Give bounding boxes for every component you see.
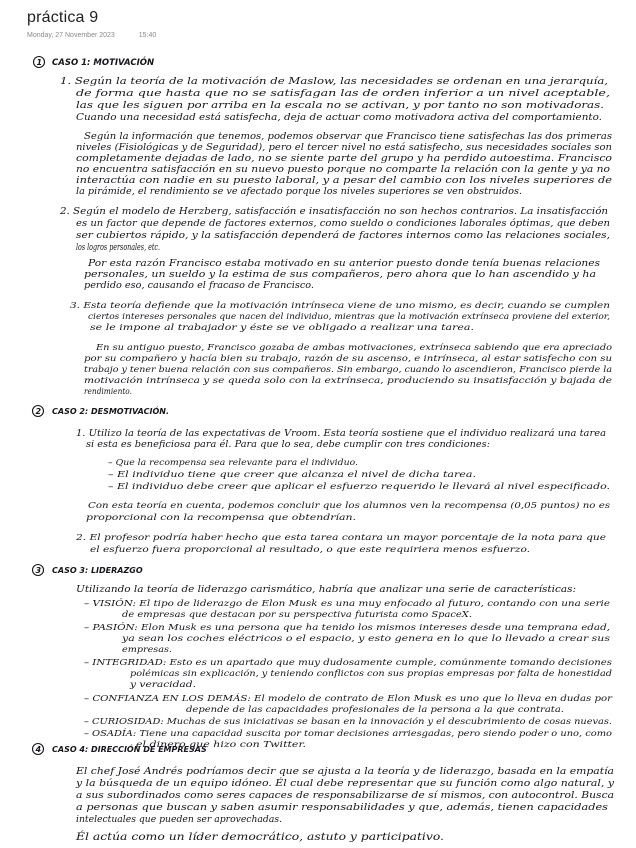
case-1 bbox=[34, 56, 613, 396]
case-3-line: y veracidad. bbox=[128, 679, 196, 689]
case-1-line: Según la información que tenemos, podemos observar que Francisco tiene satisfechas las dos primeras bbox=[84, 132, 558, 142]
case-1-line: En su antiguo puesto, Francisco gozaba de ambas motivaciones, extrínseca sabiendo que era apreciado bbox=[94, 342, 613, 352]
case-3-line: empresas. bbox=[122, 645, 172, 655]
case-2-line: 2. El profesor podría haber hecho que esta tarea contara un mayor porcentaje de la nota para que bbox=[76, 533, 506, 543]
note-time: 15:40 bbox=[138, 32, 157, 39]
case-2-line: – El individuo tiene que creer que alcanza el nivel de dicha tarea. bbox=[108, 470, 476, 480]
case-3-line: Utilizando la teoría de liderazgo carismático, habría que analizar una serie de características: bbox=[76, 585, 497, 595]
case-1-line: se le impone al trabajador y éste se ve obligado a realizar una tarea. bbox=[90, 323, 390, 333]
case-3-line: depende de las capacidades profesionales de la persona a la que contrata. bbox=[186, 704, 564, 714]
case-1-line: de forma que hasta que no se satisfagan las de orden inferior a un nivel aceptable, bbox=[76, 88, 610, 99]
case-1-line: Cuando una necesidad está satisfecha, deja de actuar como motivadora activa del comportamiento. bbox=[76, 112, 602, 123]
case-1-line: por su compañero y hacía bien su trabajo, razón de su ascenso, e intrínseca, al estar satisfecho con su bbox=[84, 353, 612, 363]
case-1-line: personales, un sueldo y la estima de sus compañeros, pero ahora que lo han ascendido y ha bbox=[84, 269, 596, 280]
case-1-line: 3. Esta teoría defiende que la motivación intrínseca viene de uno mismo, es decir, cuando se cumplen bbox=[70, 301, 514, 311]
case-4-line: a sus subordinados como seres capaces de responsabilizarse de sí mismos, con autocontrol. Busca bbox=[76, 791, 517, 801]
case-1-line: es un factor que depende de factores externos, como sueldo o condiciones laborales óptimas, que deben bbox=[76, 218, 610, 229]
case-3-line: – CURIOSIDAD: Muchas de sus iniciativas se basan en la innovación y el descubrimiento de cosas nuevas. bbox=[84, 716, 612, 726]
case-2-line: Con esta teoría en cuenta, podemos concluir que los alumnos ven la recompensa (0,05 puntos) no es bbox=[88, 501, 528, 511]
case-1-line: rendimiento. bbox=[84, 386, 132, 396]
case-3-line: – CONFIANZA EN LOS DEMÁS: El modelo de contrato de Elon Musk es uno que lo lleva en dudas por bbox=[84, 693, 519, 703]
case-2-line: – Que la recompensa sea relevante para el individuo. bbox=[108, 458, 358, 468]
case-3-number: 3 bbox=[35, 566, 42, 575]
case-4-heading: CASO 4: DIRECCIÓN DE EMPRESAS bbox=[52, 745, 207, 754]
case-1-line: los logros personales, etc. bbox=[76, 242, 161, 253]
case-1-heading: CASO 1: MOTIVACIÓN bbox=[52, 58, 155, 68]
case-1-line: la pirámide, el rendimiento se ve afectado porque los niveles superiores se ven obstruidos. bbox=[76, 187, 492, 197]
case-2-number: 2 bbox=[35, 407, 42, 416]
case-1-line: las que les siguen por arriba en la escala no se activan, y por tanto no son motivadoras. bbox=[76, 100, 604, 111]
case-1-line: no encuentra satisfacción en su nuevo puesto porque no comparte la relación con la gente y ya no bbox=[76, 165, 525, 175]
case-1-line: Por esta razón Francisco estaba motivado en su anterior puesto donde tenía buenas relaciones bbox=[86, 258, 601, 269]
case-2-line: proporcional con la recompensa que obtendrían. bbox=[86, 513, 299, 523]
case-4-line: Él actúa como un líder democrático, astuto y participativo. bbox=[76, 832, 369, 843]
case-2-heading: CASO 2: DESMOTIVACIÓN. bbox=[52, 407, 169, 416]
case-3-line: de empresas que destacan por su perspectiva futurista como SpaceX. bbox=[122, 610, 472, 620]
case-4-line: intelectuales que pueden ser aprovechadas. bbox=[76, 815, 283, 825]
case-1-line: trabajo y tener buena relación con sus compañeros. Sin embargo, cuando lo ascendieron, Francisco pierde la bbox=[84, 364, 612, 374]
case-3-line: ya sean los coches eléctricos o el espacio, y esto genera en lo que lo llevado a crear sus bbox=[122, 634, 505, 644]
case-3 bbox=[33, 565, 614, 750]
case-4-line: El chef José Andrés podríamos decir que se ajusta a la teoría y de liderazgo, basada en la empatía bbox=[76, 767, 514, 777]
case-1-line: interactúa con nadie en su puesto laboral, y a pesar del cambio con los niveles superiores de bbox=[76, 176, 501, 186]
case-1-line: ser cubiertos rápido, y la satisfacción dependerá de factores internos como las relaciones sociales, bbox=[76, 230, 611, 241]
case-4-line: y la búsqueda de un equipo idóneo. Él cual debe representar que su función como algo natural, y bbox=[76, 779, 511, 789]
case-2 bbox=[33, 405, 611, 555]
note-date: Monday, 27 November 2023 bbox=[27, 32, 115, 39]
case-1-line: 1. Según la teoría de la motivación de Maslow, las necesidades se ordenan en una jerarquía, bbox=[60, 76, 608, 87]
case-3-line: – OSADÍA: Tiene una capacidad suscita por tomar decisiones arriesgadas, pero siendo poder o uno, como bbox=[84, 728, 533, 738]
case-1-line: 2. Según el modelo de Herzberg, satisfacción e insatisfacción no son hechos contrarios. La insatisfacción bbox=[58, 206, 609, 217]
case-4-number: 4 bbox=[35, 745, 42, 754]
case-1-number: 1 bbox=[36, 58, 43, 67]
case-3-line: polémicas sin explicación, y teniendo conflictos con sus propias empresas por falta de honestidad bbox=[130, 668, 613, 678]
case-3-line: – INTEGRIDAD: Esto es un apartado que muy dudosamente cumple, comúnmente tomando decisiones bbox=[84, 657, 613, 667]
case-3-line: – VISIÓN: El tipo de liderazgo de Elon Musk es una muy enfocado al futuro, contando con una serie bbox=[84, 599, 520, 609]
case-3-line: – PASIÓN: Elon Musk es una persona que ha tenido los mismos intereses desde una temprana edad, bbox=[84, 623, 522, 633]
case-2-line: si esta es beneficiosa para él. Para que lo sea, debe cumplir con tres condiciones: bbox=[86, 440, 450, 450]
case-1-line: perdido eso, causando el fracaso de Francisco. bbox=[84, 280, 315, 291]
case-4-line: a personas que buscan y saben asumir responsabilidades y que, además, tienen capacidades bbox=[76, 803, 491, 813]
case-1-line: ciertos intereses personales que nacen del individuo, mientras que la motivación extrínseca proviene del exterior, bbox=[88, 312, 586, 322]
case-1-line: motivación intrínseca y se queda solo con la extrínseca, produciendo su insatisfacción y bajada de bbox=[84, 375, 613, 385]
case-2-line: el esfuerzo fuera proporcional al resultado, o que este requiriera menos esfuerzo. bbox=[90, 545, 530, 555]
case-3-line: el dinero que hizo con Twitter. bbox=[136, 739, 306, 749]
case-1-line: completamente dejadas de lado, no se siente parte del grupo y ha perdido autoestima. Francisco bbox=[76, 154, 613, 164]
case-2-line: 1. Utilizo la teoría de las expectativas de Vroom. Esta teoría sostiene que el individuo realizará una tarea bbox=[76, 429, 547, 439]
case-3-heading: CASO 3: LIDERAZGO bbox=[52, 566, 143, 575]
case-4 bbox=[33, 743, 616, 843]
page-title: práctica 9 bbox=[27, 9, 99, 26]
case-1-line: niveles (Fisiológicas y de Seguridad), pero el tercer nivel no está satisfecho, sus necesidades sociales son bbox=[76, 143, 559, 153]
case-2-line: – El individuo debe creer que aplicar el esfuerzo requerido le llevará al nivel especificado. bbox=[108, 482, 502, 492]
